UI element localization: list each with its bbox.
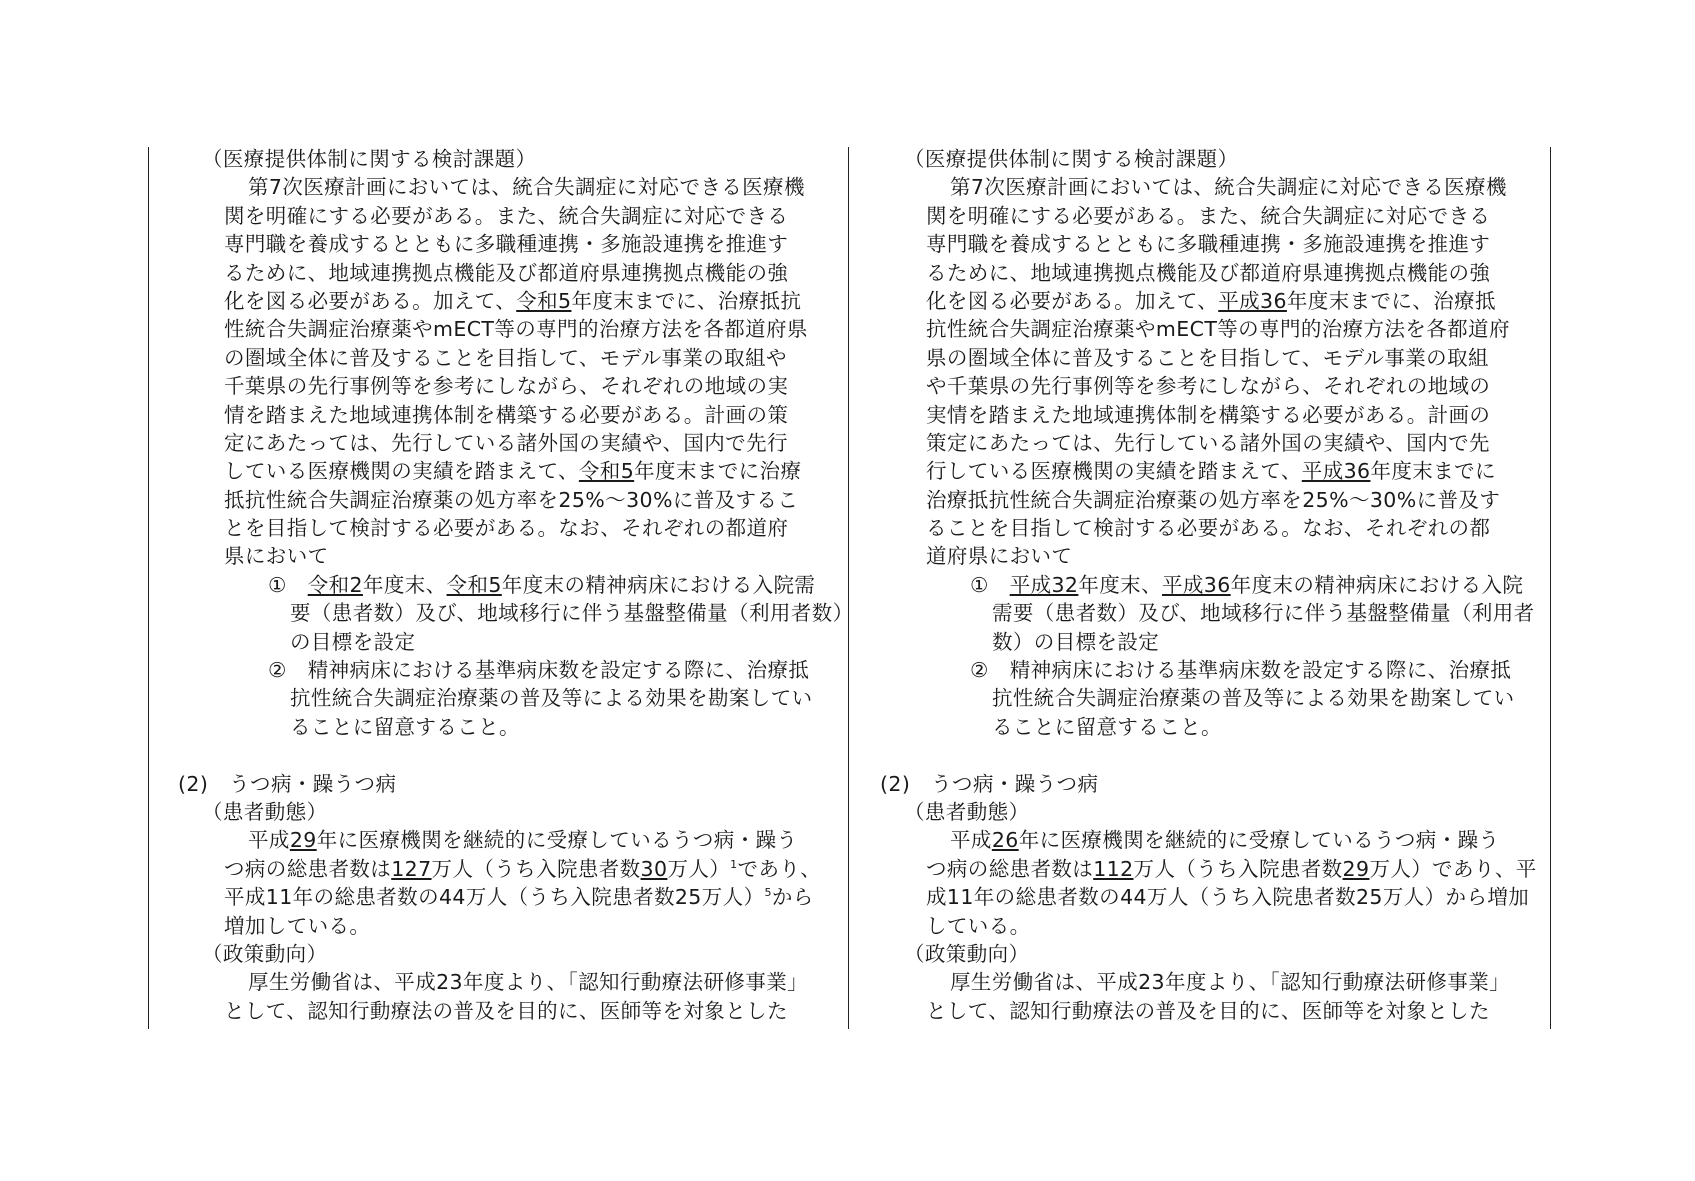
paragraph-line: 治療抵抗性統合失調症治療薬の処方率を25%～30%に普及す [926,487,1501,512]
paragraph-line: 化を図る必要がある。加えて、令和5年度末までに、治療抵抗 [224,288,802,313]
paragraph-line: 県の圏域全体に普及することを目指して、モデル事業の取組 [926,345,1489,370]
paragraph-line: 定にあたっては、先行している諸外国の実績や、国内で先行 [224,430,788,455]
paragraph-line: るために、地域連携拠点機能及び都道府県連携拠点機能の強 [224,260,789,285]
amended-year: 平成32 [1009,572,1079,597]
right-column [880,145,1540,1025]
policy-heading: （政策動向） [202,941,328,966]
patient-heading: （患者動態） [904,799,1030,824]
provision-heading: （医療提供体制に関する検討課題） [202,147,537,171]
paragraph-line: 性統合失調症治療薬やmECT等の専門的治療方法を各都道府県 [224,317,808,342]
paragraph-line: るために、地域連携拠点機能及び都道府県連携拠点機能の強 [926,260,1491,285]
policy-heading: （政策動向） [904,941,1030,966]
paragraph-line: 専門職を養成するとともに多職種連携・多施設連携を推進す [224,232,789,257]
amended-year: 令和5 [516,288,572,313]
column-border-left [148,147,149,1029]
amended-year: 平成36 [1218,288,1287,313]
item-number: ② [268,658,287,683]
amended-year: 平成36 [1301,459,1371,484]
paragraph-line: とを目指して検討する必要がある。なお、それぞれの都道府 [224,516,789,541]
paragraph-line: 県において [224,544,329,569]
paragraph-line: 第7次医療計画においては、統合失調症に対応できる医療機 [950,175,1507,200]
paragraph-line: 関を明確にする必要がある。また、統合失調症に対応できる [224,203,789,228]
patient-heading: （患者動態） [202,799,328,824]
list-item-1: ① 令和2年度末、令和5年度末の精神病床における入院需 要（患者数）及び、地域移行に伴う基盤整備量（利用者数） の目標を設定 [268,572,854,654]
column-divider [848,147,849,1029]
paragraph-line: ることを目指して検討する必要がある。なお、それぞれの都 [926,516,1491,541]
paragraph-line: や千葉県の先行事例等を参考にしながら、それぞれの地域の [926,374,1491,399]
policy-paragraph: 厚生労働省は、平成23年度より、「認知行動療法研修事業」 として、認知行動療法の普及を目的に、医師等を対象とした [926,970,1511,1023]
left-column [178,145,854,1025]
patient-paragraph: 平成26年に医療機関を継続的に受療しているうつ病・躁う つ病の総患者数は112万人（うち入院患者数29万人）であり、平 成11年の総患者数の44万人（うち入院患者数25万人）から増加 している。 [926,828,1537,938]
list-item-2: ② 精神病床における基準病床数を設定する際に、治療抵 抗性統合失調症治療薬の普及等による効果を勘案してい ることに留意すること。 [268,658,813,739]
item-number: ① [268,572,287,597]
section-2-title: (2) うつ病・躁うつ病 [178,771,397,796]
item-number: ① [970,572,989,597]
list-item-1: ① 平成32年度末、平成36年度末の精神病床における入院 需要（患者数）及び、地域移行に伴う基盤整備量（利用者 数）の目標を設定 [970,572,1535,654]
amended-year: 令和5 [446,572,502,597]
amended-year: 令和5 [578,459,635,484]
paragraph-line: 関を明確にする必要がある。また、統合失調症に対応できる [926,203,1491,228]
footnote-ref: 5 [764,886,772,900]
amended-year: 平成36 [1161,572,1231,597]
paragraph-line: 実情を踏まえた地域連携体制を構築する必要がある。計画の [926,402,1491,427]
paragraph-line: 第7次医療計画においては、統合失調症に対応できる医療機 [248,175,805,200]
paragraph-line: 千葉県の先行事例等を参考にしながら、それぞれの地域の実 [224,374,789,399]
paragraph-line: 行している医療機関の実績を踏まえて、平成36年度末までに [926,459,1496,484]
list-item-2: ② 精神病床における基準病床数を設定する際に、治療抵 抗性統合失調症治療薬の普及等による効果を勘案してい ることに留意すること。 [970,658,1515,739]
item-number: ② [970,658,989,683]
patient-paragraph: 平成29年に医療機関を継続的に受療しているうつ病・躁う つ病の総患者数は127万人（うち入院患者数30万人）$^1$であり、 平成11年の総患者数の44万人（うち入院患者数25万人）$^5$から 増加している。 [224,828,822,938]
amended-year: 令和2 [307,572,363,597]
provision-paragraph [178,173,838,570]
paragraph-line: 策定にあたっては、先行している諸外国の実績や、国内で先 [926,430,1490,455]
provision-heading: （医療提供体制に関する検討課題） [904,147,1239,171]
paragraph-line: 情を踏まえた地域連携体制を構築する必要がある。計画の策 [224,402,789,427]
paragraph-line: 道府県において [926,544,1073,569]
paragraph-line: 専門職を養成するとともに多職種連携・多施設連携を推進す [926,232,1491,257]
section-2-title: (2) うつ病・躁うつ病 [880,771,1099,796]
provision-paragraph [880,173,1540,570]
paragraph-line: 抗性統合失調症治療薬やmECT等の専門的治療方法を各都道府 [926,317,1510,342]
column-border-right [1550,147,1551,1029]
paragraph-line: している医療機関の実績を踏まえて、令和5年度末までに治療 [224,459,802,484]
footnote-ref: 1 [730,857,738,871]
paragraph-line: 抵抗性統合失調症治療薬の処方率を25%～30%に普及するこ [224,487,799,512]
paragraph-line: の圏域全体に普及することを目指して、モデル事業の取組や [224,345,787,370]
paragraph-line: 化を図る必要がある。加えて、平成36年度末までに、治療抵 [926,288,1496,313]
policy-paragraph: 厚生労働省は、平成23年度より、「認知行動療法研修事業」 として、認知行動療法の普及を目的に、医師等を対象とした [224,970,809,1023]
